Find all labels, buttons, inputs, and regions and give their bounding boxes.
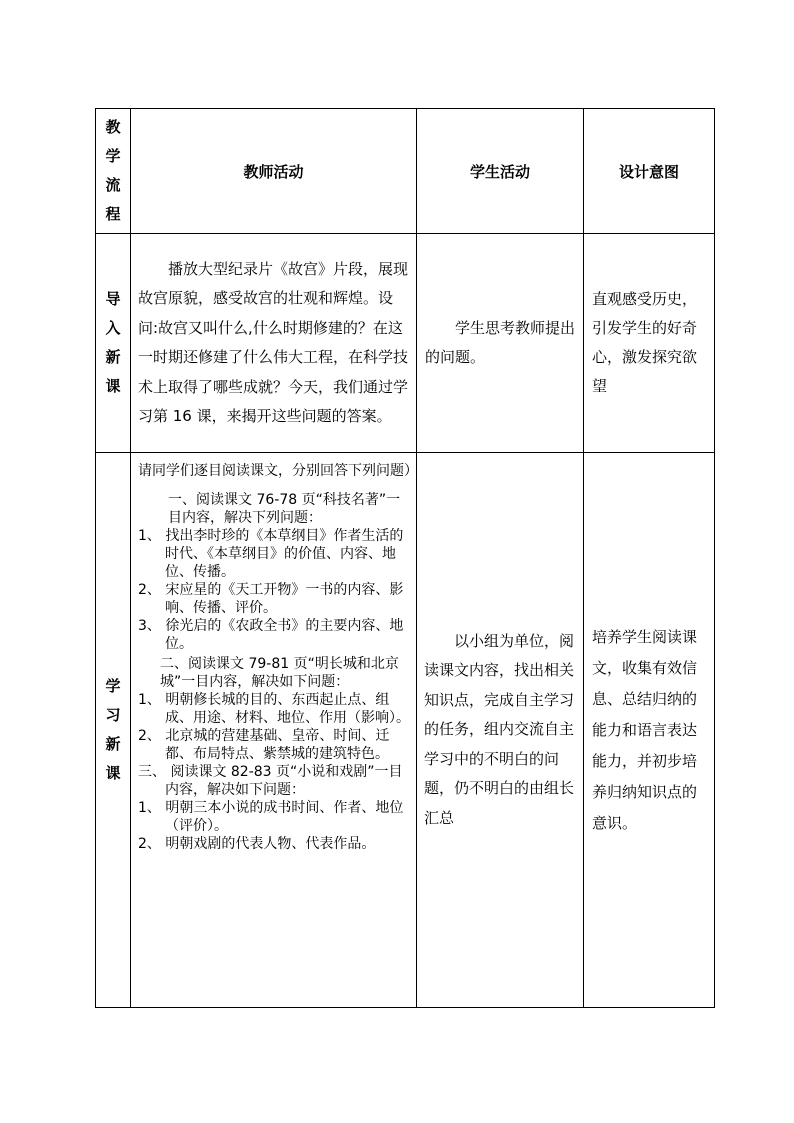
section-3-heading: 三、 阅读课文 82-83 页“小说和戏剧”一目内容，解决如下问题： bbox=[138, 764, 403, 798]
section-1-item: 2、 宋应星的《天工开物》一书的内容、影响、传播、评价。 bbox=[138, 582, 404, 616]
section-3-item: 1、 明朝三本小说的成书时间、作者、地位（评价）。 bbox=[138, 800, 404, 834]
stage-label-char: 课 bbox=[105, 377, 121, 395]
stage-label-char: 新 bbox=[105, 348, 121, 366]
section-2-item: 1、 明朝修长城的目的、东西起止点、组成、用途、材料、地位、作用（影响）。 bbox=[138, 692, 410, 726]
learning-design-intent: 培养学生阅读课文，收集有效信息、总结归纳的能力和语言表达能力，并初步培养归纳知识点的意识。 bbox=[584, 453, 715, 1008]
stage-label-char: 入 bbox=[105, 319, 121, 337]
table-row-new-lesson bbox=[96, 453, 715, 1008]
design-intent-header: 设计意图 bbox=[584, 109, 715, 234]
section-1-item: 3、 徐光启的《农政全书》的主要内容、地位。 bbox=[138, 618, 404, 652]
learning-teacher-activity bbox=[131, 453, 417, 1008]
learning-student-activity: 以小组为单位，阅读课文内容，找出相关知识点，完成自主学习的任务，组内交流自主学习中的不明白的问题，仍不明白的由组长汇总 bbox=[417, 453, 584, 1008]
intro-teacher-activity: 播放大型纪录片《故宫》片段，展现故宫原貌，感受故宫的壮观和辉煌。设问:故宫又叫什么,什么时期修建的？在这一时期还修建了什么伟大工程，在科学技术上取得了哪些成就？今天，我们通过学习第 16 课，来揭开这些问题的答案。 bbox=[131, 234, 417, 453]
student-activity-header: 学生活动 bbox=[417, 109, 584, 234]
section-1-item: 1、 找出李时珍的《本草纲目》作者生活的时代、《本草纲目》的价值、内容、地位、传播。 bbox=[138, 528, 404, 580]
section-1-heading: 一、阅读课文 76-78 页“科技名著”一目内容，解决下列问题： bbox=[168, 492, 401, 526]
flow-label-cell bbox=[96, 109, 131, 234]
learning-stage-label bbox=[96, 453, 131, 1008]
reading-instruction: 请同学们逐目阅读课文，分别回答下列问题） bbox=[138, 463, 418, 479]
flow-label-char: 程 bbox=[105, 205, 121, 223]
section-2-item: 2、 北京城的营建基础、皇帝、时间、迁都、布局特点、紫禁城的建筑特色。 bbox=[138, 728, 390, 762]
lesson-plan-table bbox=[95, 108, 715, 1008]
table-row-intro bbox=[96, 234, 715, 453]
flow-label-char: 教 bbox=[105, 118, 121, 136]
stage-label-char: 新 bbox=[105, 735, 121, 753]
flow-label-char: 流 bbox=[105, 176, 121, 194]
stage-label-char: 课 bbox=[105, 764, 121, 782]
stage-label-char: 导 bbox=[105, 290, 121, 308]
flow-label-char: 学 bbox=[105, 147, 121, 165]
intro-design-intent: 直观感受历史，引发学生的好奇心，激发探究欲望 bbox=[584, 234, 715, 453]
section-3-item: 2、 明朝戏剧的代表人物、代表作品。 bbox=[138, 836, 376, 852]
intro-student-activity: 学生思考教师提出的问题。 bbox=[417, 234, 584, 453]
stage-label-char: 习 bbox=[105, 706, 121, 724]
table-header-row bbox=[96, 109, 715, 234]
section-2-heading: 二、阅读课文 79-81 页“明长城和北京城”一目内容，解决如下问题： bbox=[160, 656, 399, 690]
stage-label-char: 学 bbox=[105, 677, 121, 695]
intro-stage-label bbox=[96, 234, 131, 453]
teacher-activity-header: 教师活动 bbox=[131, 109, 417, 234]
